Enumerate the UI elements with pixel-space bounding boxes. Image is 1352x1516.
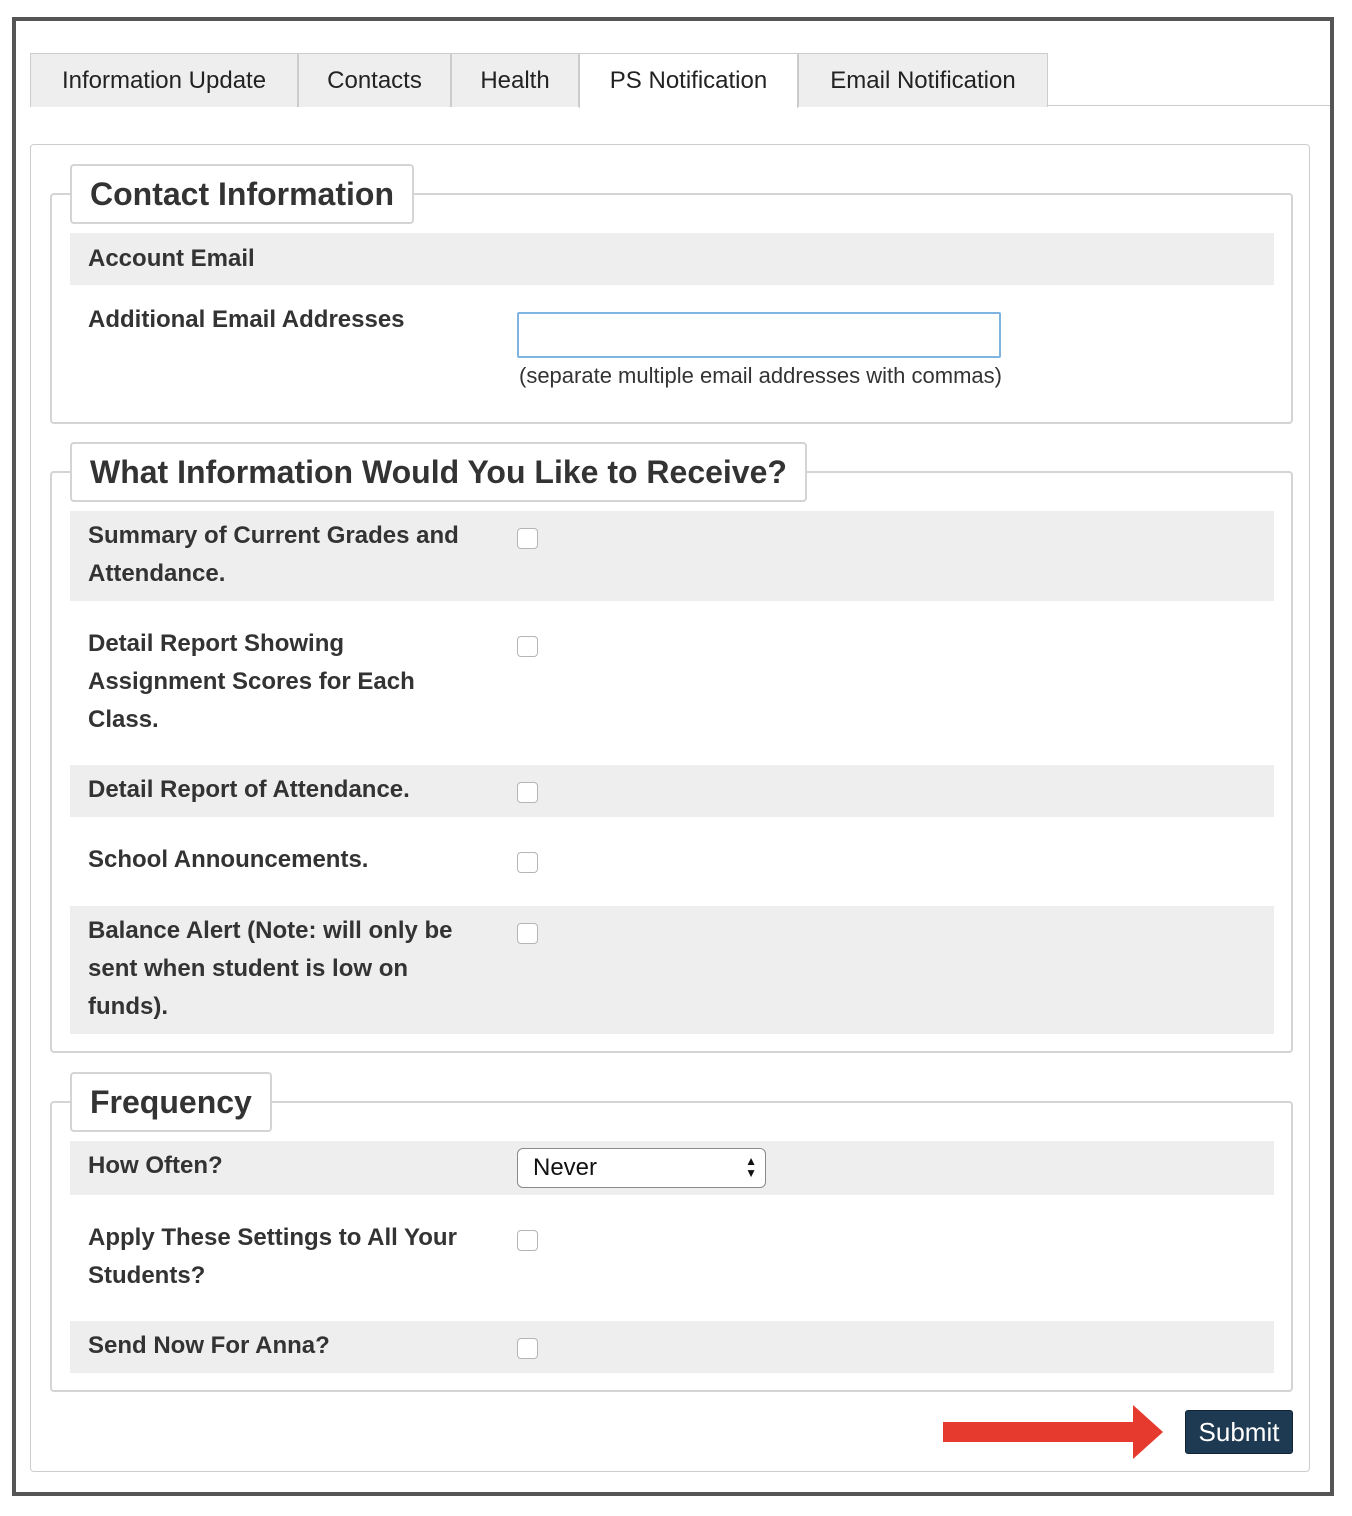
- how-often-label: How Often?: [88, 1152, 223, 1179]
- content-panel: [30, 144, 1310, 1472]
- apply-all-checkbox[interactable]: [517, 1230, 538, 1251]
- how-often-row: [70, 1141, 1274, 1195]
- receive-row-announcements: [70, 817, 1274, 906]
- page-frame: [12, 17, 1334, 1496]
- tab-health[interactable]: Health: [451, 53, 579, 107]
- how-often-select[interactable]: [517, 1148, 766, 1188]
- receive-information-legend: What Information Would You Like to Receive?: [70, 442, 807, 502]
- summary-checkbox[interactable]: [517, 528, 538, 549]
- send-now-checkbox[interactable]: [517, 1338, 538, 1359]
- detail-scores-checkbox[interactable]: [517, 636, 538, 657]
- additional-email-label: Additional Email Addresses: [88, 306, 405, 333]
- receive-row-attendance: [70, 765, 1274, 817]
- contact-information-legend: Contact Information: [70, 164, 414, 224]
- send-now-row: [70, 1321, 1274, 1373]
- tab-email-notification[interactable]: Email Notification: [798, 53, 1048, 107]
- receive-row-summary: [70, 511, 1274, 601]
- attendance-checkbox[interactable]: [517, 782, 538, 803]
- how-often-value: Never: [533, 1154, 598, 1181]
- tab-ps-notification[interactable]: PS Notification: [579, 53, 798, 108]
- contact-information-section: [50, 175, 1293, 424]
- receive-row-detail-scores: [70, 601, 1274, 765]
- additional-email-row: [70, 285, 1274, 407]
- receive-label-attendance: Detail Report of Attendance.: [88, 776, 410, 803]
- balance-alert-checkbox[interactable]: [517, 923, 538, 944]
- apply-all-label: Apply These Settings to All Your Students?: [88, 1224, 457, 1289]
- frequency-section: [50, 1083, 1293, 1392]
- announcements-checkbox[interactable]: [517, 852, 538, 873]
- submit-button[interactable]: Submit: [1185, 1410, 1293, 1454]
- receive-row-balance: [70, 906, 1274, 1034]
- email-hint: (separate multiple email addresses with commas): [519, 363, 1002, 388]
- frequency-legend: Frequency: [70, 1072, 272, 1132]
- send-now-label: Send Now For Anna?: [88, 1332, 330, 1359]
- receive-label-detail-scores: Detail Report Showing Assignment Scores for Each Class.: [88, 630, 415, 733]
- select-arrows-icon: ▲ ▼: [745, 1154, 757, 1180]
- tab-bar: [30, 53, 1330, 106]
- receive-label-announcements: School Announcements.: [88, 846, 369, 873]
- apply-all-row: [70, 1195, 1274, 1321]
- account-email-row: [70, 233, 1274, 285]
- red-arrow-icon: [943, 1405, 1163, 1459]
- receive-label-summary: Summary of Current Grades and Attendance.: [88, 522, 459, 587]
- tab-contacts[interactable]: Contacts: [298, 53, 451, 107]
- additional-email-input[interactable]: [517, 312, 1001, 358]
- tab-information-update[interactable]: Information Update: [30, 53, 298, 107]
- receive-label-balance: Balance Alert (Note: will only be sent when student is low on funds).: [88, 917, 453, 1020]
- account-email-label: Account Email: [88, 245, 255, 272]
- receive-information-section: [50, 453, 1293, 1053]
